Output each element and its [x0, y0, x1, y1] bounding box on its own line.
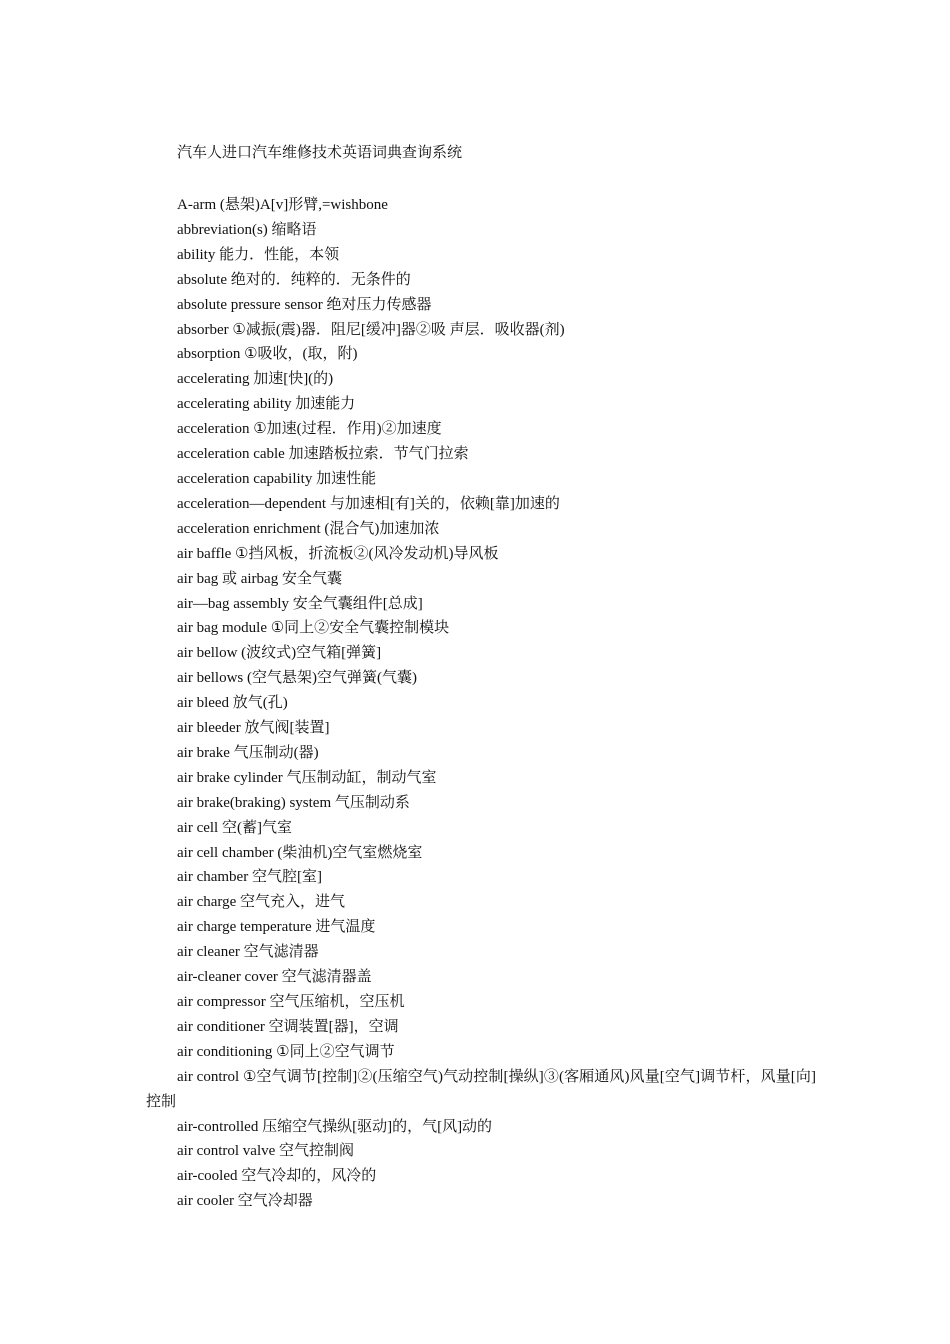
dictionary-entry: accelerating 加速[快](的)	[177, 371, 334, 388]
dictionary-entry: air chamber 空气腔[室]	[177, 869, 322, 886]
dictionary-entry: air brake 气压制动(器)	[177, 744, 319, 761]
document-title: 汽车人进口汽车维修技术英语词典查询系统	[177, 145, 463, 161]
dictionary-entry: air baffle ①挡风板，折流板②(风冷发动机)导风板	[177, 545, 499, 562]
dictionary-entry: air conditioner 空调装置[器]，空调	[177, 1018, 399, 1035]
dictionary-entry: absorption ①吸收，(取，附)	[177, 346, 358, 363]
dictionary-entry: acceleration enrichment (混合气)加速加浓	[177, 520, 440, 537]
dictionary-entry: air charge 空气充入，进气	[177, 894, 346, 911]
dictionary-entry: air brake cylinder 气压制动缸，制动气室	[177, 769, 437, 786]
dictionary-entry: air charge temperature 进气温度	[177, 919, 376, 936]
dictionary-entry: acceleration capability 加速性能	[177, 470, 377, 487]
dictionary-entry: air compressor 空气压缩机，空压机	[177, 994, 405, 1010]
dictionary-entry: abbreviation(s) 缩略语	[177, 221, 317, 238]
dictionary-entry: absolute pressure sensor 绝对压力传感器	[177, 296, 432, 313]
dictionary-entry: absolute 绝对的．纯粹的．无条件的	[177, 271, 411, 288]
dictionary-entry: air cell chamber (柴油机)空气室燃烧室	[177, 844, 423, 861]
dictionary-entry: air-cooled 空气冷却的，风冷的	[177, 1168, 377, 1185]
dictionary-entry: air control valve 空气控制阀	[177, 1143, 355, 1160]
dictionary-entry: accelerating ability 加速能力	[177, 396, 356, 413]
dictionary-entry: air cooler 空气冷却器	[177, 1193, 313, 1210]
dictionary-entry: air-cleaner cover 空气滤清器盖	[177, 969, 372, 986]
dictionary-entry: air bellows (空气悬架)空气弹簧(气囊)	[177, 670, 417, 687]
dictionary-entry: air bag 或 airbag 安全气囊	[177, 570, 342, 587]
dictionary-entry: acceleration ①加速(过程．作用)②加速度	[177, 421, 442, 438]
dictionary-entry: ability 能力．性能，本领	[177, 246, 340, 263]
dictionary-entry: acceleration—dependent 与加速相[有]关的，依赖[靠]加速的	[177, 495, 560, 512]
dictionary-entry: air control ①空气调节[控制]②(压缩空气)气动控制[操纵]③(客厢通风)风量[空气]调节杆，风量[向]控制	[146, 1068, 816, 1110]
dictionary-entry: air cell 空(蓄]气室	[177, 819, 292, 836]
dictionary-entry: acceleration cable 加速踏板拉索．节气门拉索	[177, 446, 469, 463]
dictionary-entry: air conditioning ①同上②空气调节	[177, 1043, 395, 1060]
dictionary-entry: air bellow (波纹式)空气箱[弹簧]	[177, 645, 382, 662]
dictionary-entry: air cleaner 空气滤清器	[177, 944, 319, 961]
dictionary-entry: air bleed 放气(孔)	[177, 695, 288, 712]
dictionary-entry-list	[146, 193, 816, 1214]
dictionary-entry: air bag module ①同上②安全气囊控制模块	[177, 620, 450, 637]
dictionary-entry: air bleeder 放气阀[装置]	[177, 720, 330, 737]
dictionary-entry: air brake(braking) system 气压制动系	[177, 794, 410, 811]
dictionary-entry: A-arm (悬架)A[v]形臂,=wishbone	[177, 197, 388, 213]
dictionary-entry: air-controlled 压缩空气操纵[驱动]的，气[风]动的	[177, 1118, 493, 1135]
dictionary-entry: absorber ①减振(震)器．阻尼[缓冲]器②吸 声层．吸收器(剂)	[177, 321, 565, 338]
dictionary-entry: air—bag assembly 安全气囊组件[总成]	[177, 595, 423, 612]
